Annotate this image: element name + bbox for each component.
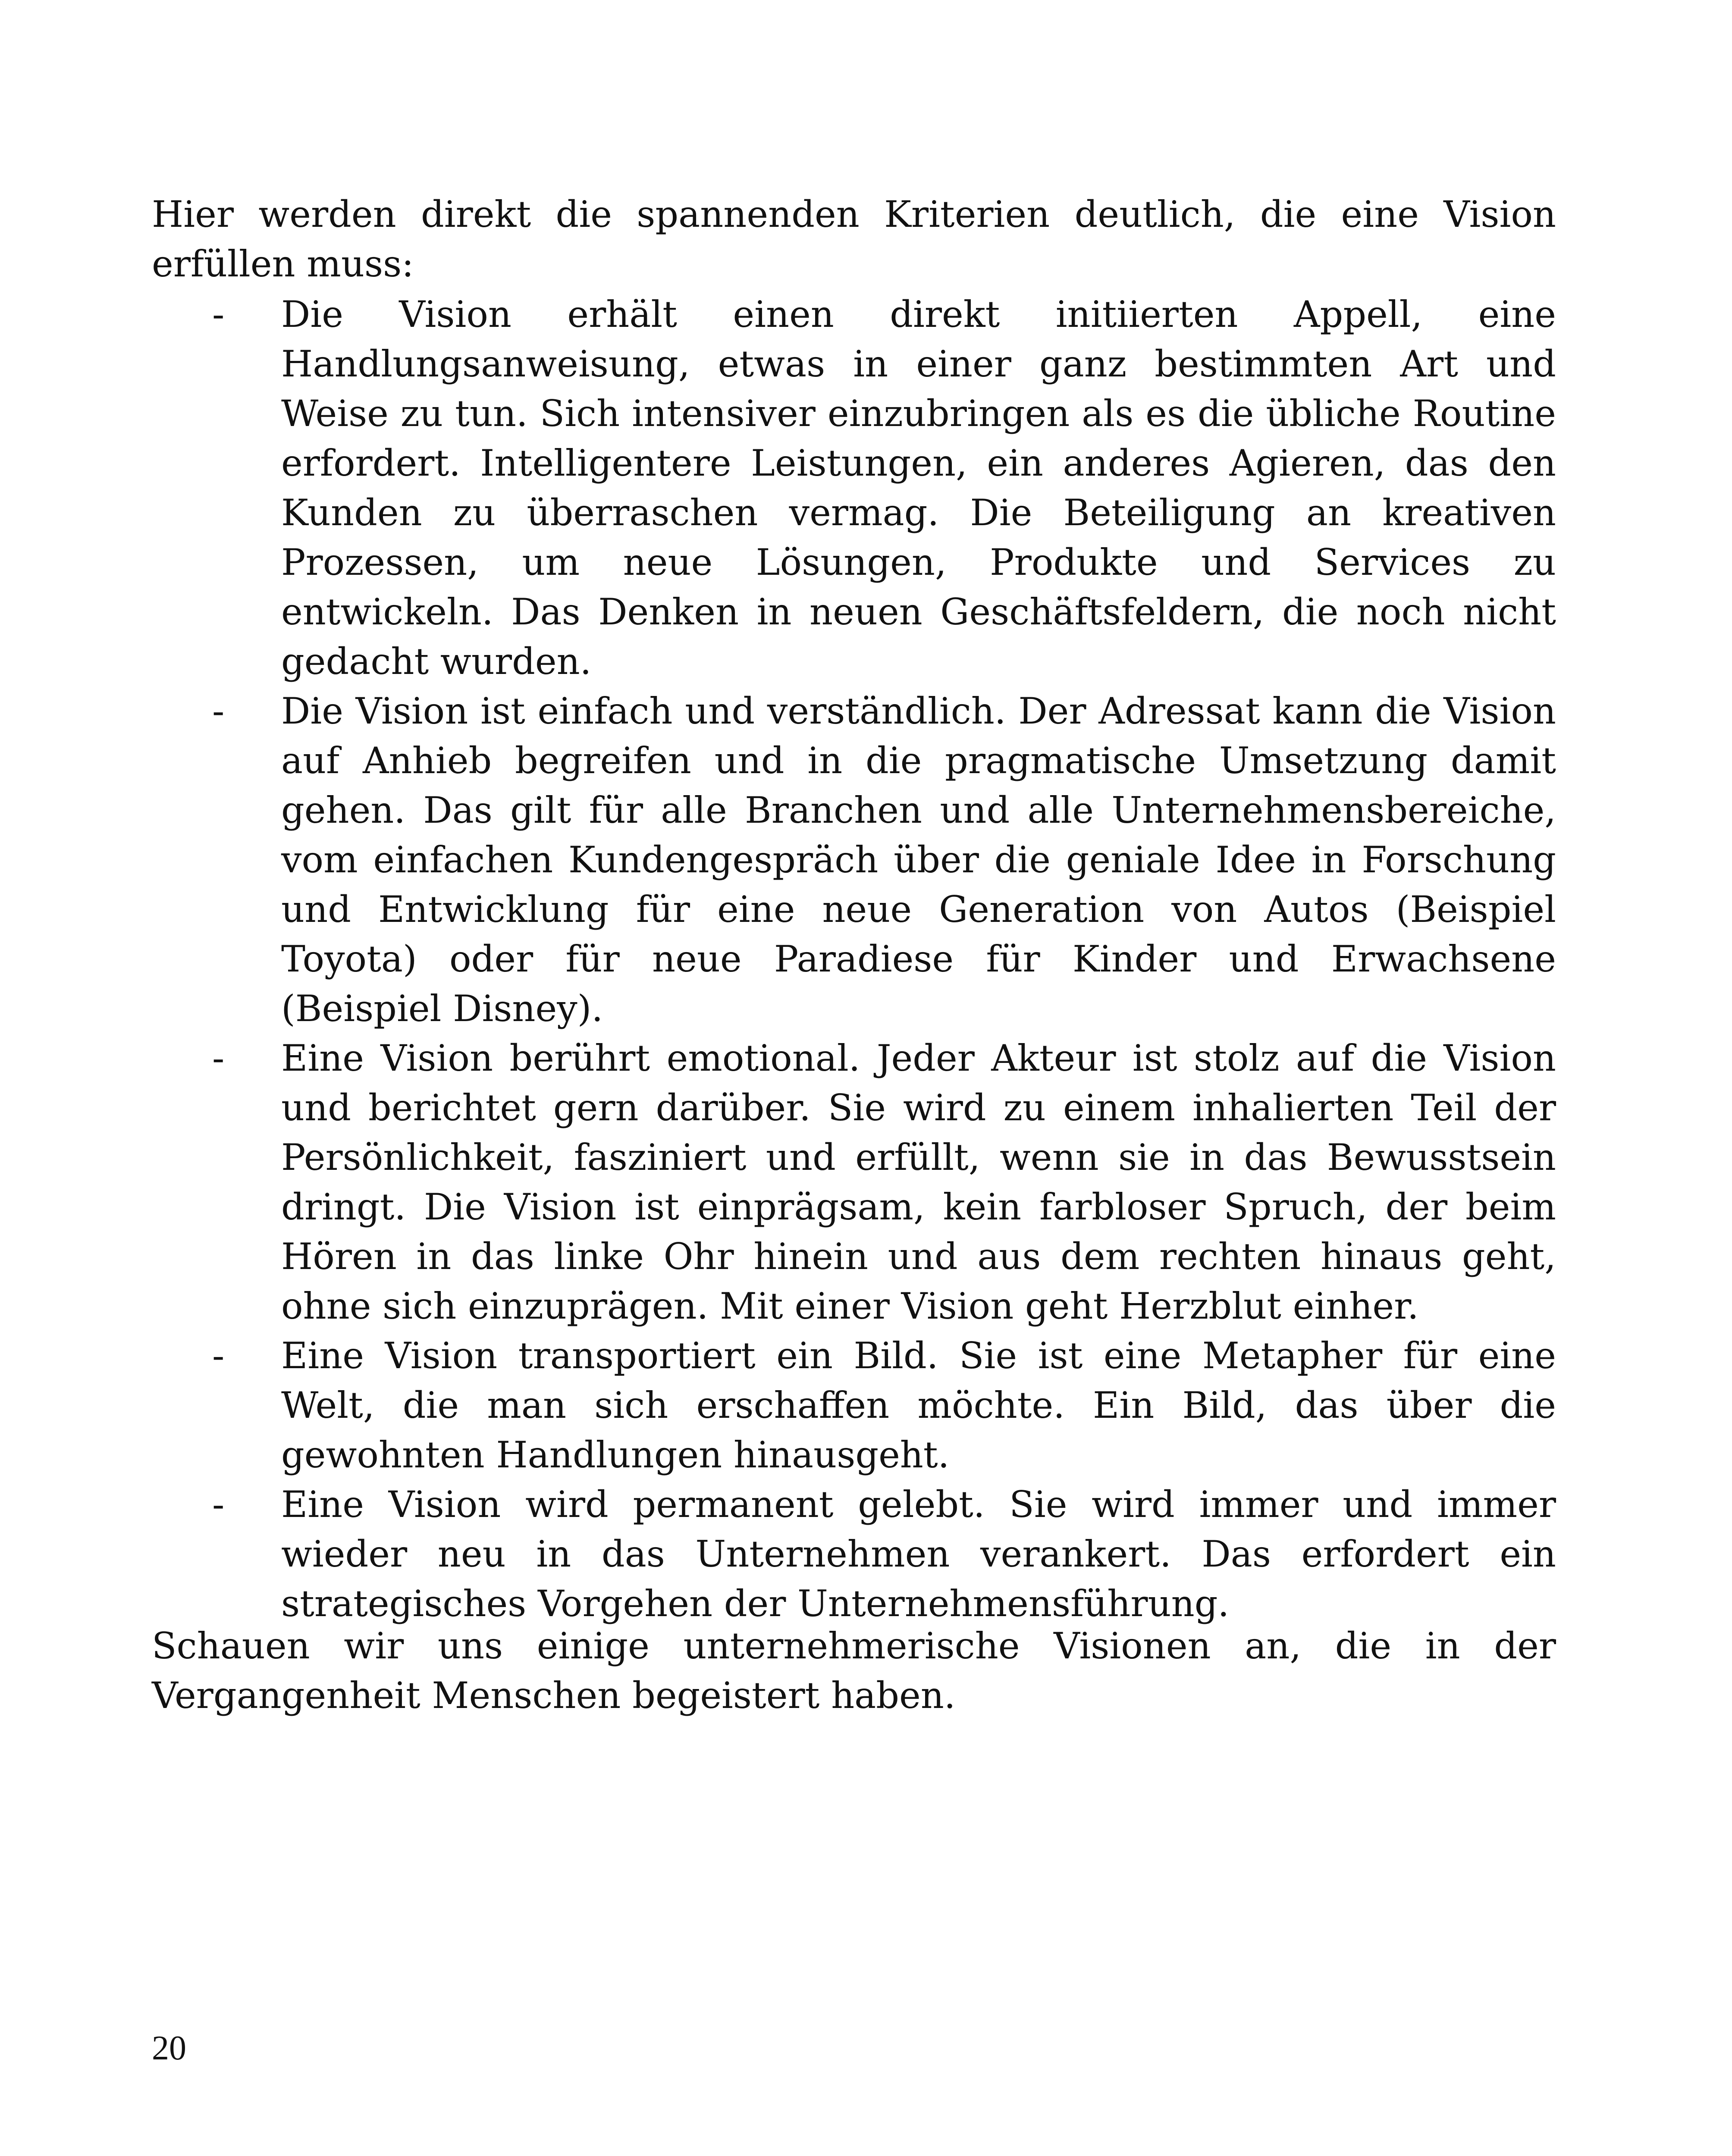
closing-paragraph: Schauen wir uns einige unternehmerische Visionen an, die in der Vergangenheit Menschen begeistert haben. <box>152 1625 1556 1717</box>
dash-marker: - <box>212 1483 225 1526</box>
list-item <box>152 1331 1556 1480</box>
dash-marker: - <box>212 1037 225 1079</box>
dash-marker: - <box>212 293 225 335</box>
page-number: 20 <box>152 2029 186 2067</box>
list-item-text: Eine Vision berührt emotional. Jeder Akteur ist stolz auf die Vision und berichtet gern darüber. Sie wird zu einem inhalierten Teil der Persönlichkeit, fasziniert und erfüllt, wenn sie in das Bewusstsein dringt. Die Vision ist einprägsam, kein farbloser Spruch, der beim Hören in das linke Ohr hinein und aus dem rechten hinaus geht, ohne sich einzuprägen. Mit einer Vision geht Herzblut einher. <box>281 1037 1556 1327</box>
list-item-text: Eine Vision transportiert ein Bild. Sie ist eine Metapher für eine Welt, die man sich erschaffen möchte. Ein Bild, das über die gewohnten Handlungen hinausgeht. <box>281 1335 1556 1476</box>
intro-paragraph: Hier werden direkt die spannenden Kriterien deutlich, die eine Vision erfüllen muss: <box>152 193 1556 285</box>
criteria-list <box>152 290 1556 1629</box>
list-item <box>152 290 1556 686</box>
list-item-text: Die Vision erhält einen direkt initiierten Appell, eine Handlungsanweisung, etwas in einer ganz bestimmten Art und Weise zu tun. Sich intensiver einzubringen als es die übliche Routine erfordert. Intelligentere Leistungen, ein anderes Agieren, das den Kunden zu überraschen vermag. Die Beteiligung an kreativen Prozessen, um neue Lösungen, Produkte und Services zu entwickeln. Das Denken in neuen Geschäftsfeldern, die noch nicht gedacht wurden. <box>281 293 1556 683</box>
list-item-text: Die Vision ist einfach und verständlich. Der Adressat kann die Vision auf Anhieb begreifen und in die pragmatische Umsetzung damit gehen. Das gilt für alle Branchen und alle Unternehmensbereiche, vom einfachen Kundengespräch über die geniale Idee in Forschung und Entwicklung für eine neue Generation von Autos (Beispiel Toyota) oder für neue Paradiese für Kinder und Erwachsene (Beispiel Disney). <box>281 690 1556 1030</box>
dash-marker: - <box>212 690 225 732</box>
list-item <box>152 1034 1556 1331</box>
list-item-text: Eine Vision wird permanent gelebt. Sie wird immer und immer wieder neu in das Unternehmen verankert. Das erfordert ein strategisches Vorgehen der Unternehmensführung. <box>281 1483 1556 1625</box>
dash-marker: - <box>212 1335 225 1377</box>
list-item <box>152 686 1556 1034</box>
list-item <box>152 1480 1556 1629</box>
